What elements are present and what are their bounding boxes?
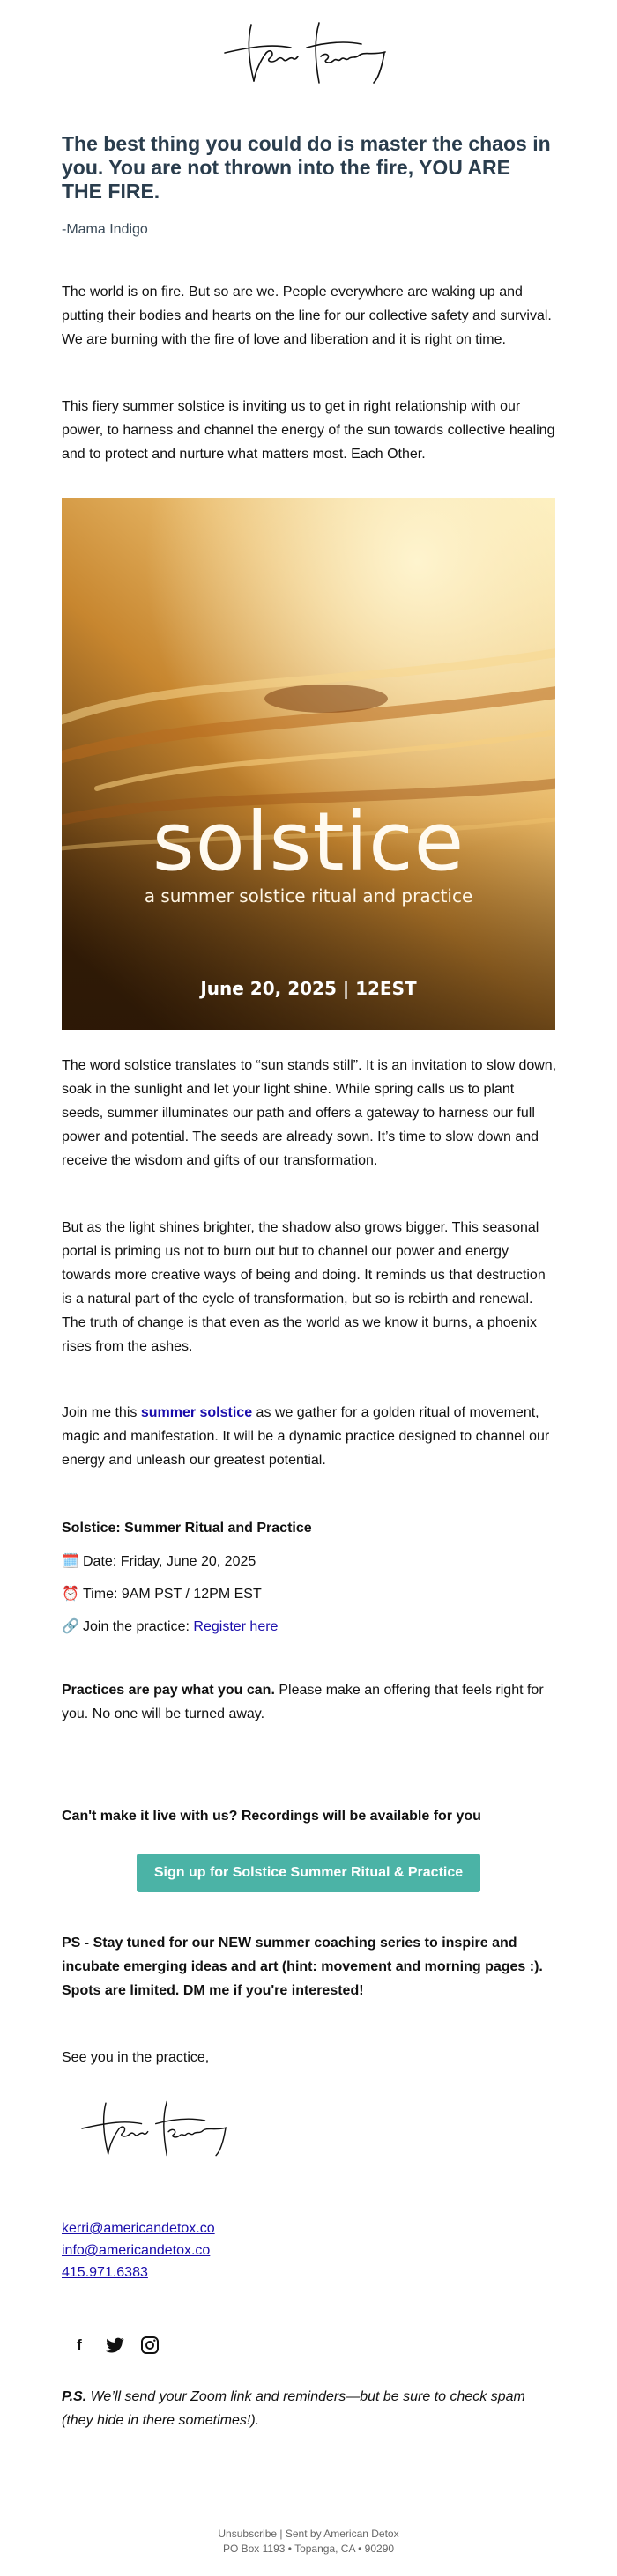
signup-button[interactable]: Sign up for Solstice Summer Ritual & Practice <box>137 1854 480 1892</box>
pricing-bold: Practices are pay what you can. <box>62 1683 275 1698</box>
invitation-text-start: Join me this <box>62 1405 141 1420</box>
email-kerri-link[interactable]: kerri@americandetox.co <box>62 2221 215 2236</box>
facebook-icon[interactable]: f <box>77 2336 82 2353</box>
twitter-icon[interactable] <box>104 2335 125 2356</box>
hero-date: June 20, 2025 | 12EST <box>200 978 417 999</box>
event-heading: Solstice: Summer Ritual and Practice <box>62 1521 312 1536</box>
link-icon: 🔗 <box>62 1619 79 1634</box>
footer-address: PO Box 1193 • Topanga, CA • 90290 <box>222 2543 395 2555</box>
event-date <box>62 1553 256 1571</box>
hero-background <box>62 498 555 1030</box>
summer-solstice-link[interactable]: summer solstice <box>140 1405 253 1420</box>
event-join <box>62 1618 278 1636</box>
email-info-link[interactable]: info@americandetox.co <box>62 2243 211 2258</box>
quote-text: The best thing you could do is master the chaos in you. You are not thrown into the fire, YOU ARE THE FIRE. <box>62 132 551 203</box>
instagram-icon[interactable] <box>139 2335 160 2356</box>
hero-subtitle: a summer solstice ritual and practice <box>144 885 473 907</box>
event-date-label: Date: Friday, June 20, 2025 <box>83 1554 256 1569</box>
zoom-ps-label: P.S. <box>62 2389 87 2404</box>
calendar-icon: 🗓️ <box>62 1554 79 1569</box>
solstice-hero-image <box>62 498 555 1030</box>
event-time <box>62 1586 262 1603</box>
phone-link[interactable]: 415.971.6383 <box>62 2265 148 2280</box>
register-link[interactable]: Register here <box>193 1619 279 1634</box>
invitation-text-end: as we gather for a golden ritual of movement, magic and manifestation. It will be a dynamic practice designed to channel our energy and unleash our greatest potential. <box>62 1405 550 1468</box>
intro-paragraph-2: This fiery summer solstice is inviting us to get in right relationship with our power, to harness and channel the energy of the sun towards collective healing and to protect and nurture what matters most. Each Other. <box>62 399 555 462</box>
hero-title: solstice <box>152 795 465 889</box>
signoff-text: See you in the practice, <box>62 2050 210 2065</box>
unsubscribe-link[interactable]: Unsubscribe <box>218 2528 278 2540</box>
footer-line-1 <box>0 2527 617 2541</box>
signature-icon <box>78 2097 245 2160</box>
shadow-paragraph: But as the light shines brighter, the shadow also grows bigger. This seasonal portal is priming us not to burn out but to channel our power and energy towards more creative ways of being and doing. It reminds us that destruction is a natural part of the cycle of transformation, but so is rebirth and renewal. The truth of change is that even as the world as we know it burns, a phoenix rises from the ashes. <box>62 1220 546 1354</box>
sent-by-text: Sent by American Detox <box>285 2528 399 2540</box>
signature-logo-icon <box>220 18 405 88</box>
footer-separator: | <box>277 2528 286 2540</box>
event-join-label: Join the practice: <box>83 1619 194 1634</box>
recording-heading: Can't make it live with us? Recordings will be available for you <box>62 1809 481 1824</box>
event-time-label: Time: 9AM PST / 12PM EST <box>83 1587 262 1602</box>
invitation-paragraph <box>62 1401 557 1472</box>
intro-paragraph-1: The world is on fire. But so are we. People everywhere are waking up and putting their bodies and hearts on the line for our collective safety and survival. We are burning with the fire of love and liberation and it is right on time. <box>62 285 552 347</box>
zoom-ps-text: We’ll send your Zoom link and reminders—but be sure to check spam (they hide in there sometimes!). <box>62 2389 525 2428</box>
alarm-clock-icon: ⏰ <box>62 1587 79 1602</box>
pricing-rest: Please make an offering that feels right for you. No one will be turned away. <box>62 1683 544 1721</box>
quote-attribution: -Mama Indigo <box>62 222 148 237</box>
pricing-paragraph <box>62 1678 557 1726</box>
zoom-ps <box>62 2385 557 2432</box>
solstice-meaning-paragraph: The word solstice translates to “sun stands still”. It is an invitation to slow down, soak in the sunlight and let your light shine. While spring calls us to plant seeds, summer illuminates our path and offers a gateway to harness our full power and potential. The seeds are already sown. It’s time to slow down and receive the wisdom and gifts of our transformation. <box>62 1058 557 1168</box>
coaching-series-ps: PS - Stay tuned for our NEW summer coaching series to inspire and incubate emerging ideas and art (hint: movement and morning pages :). Spots are limited. DM me if you're interested! <box>62 1936 543 1998</box>
